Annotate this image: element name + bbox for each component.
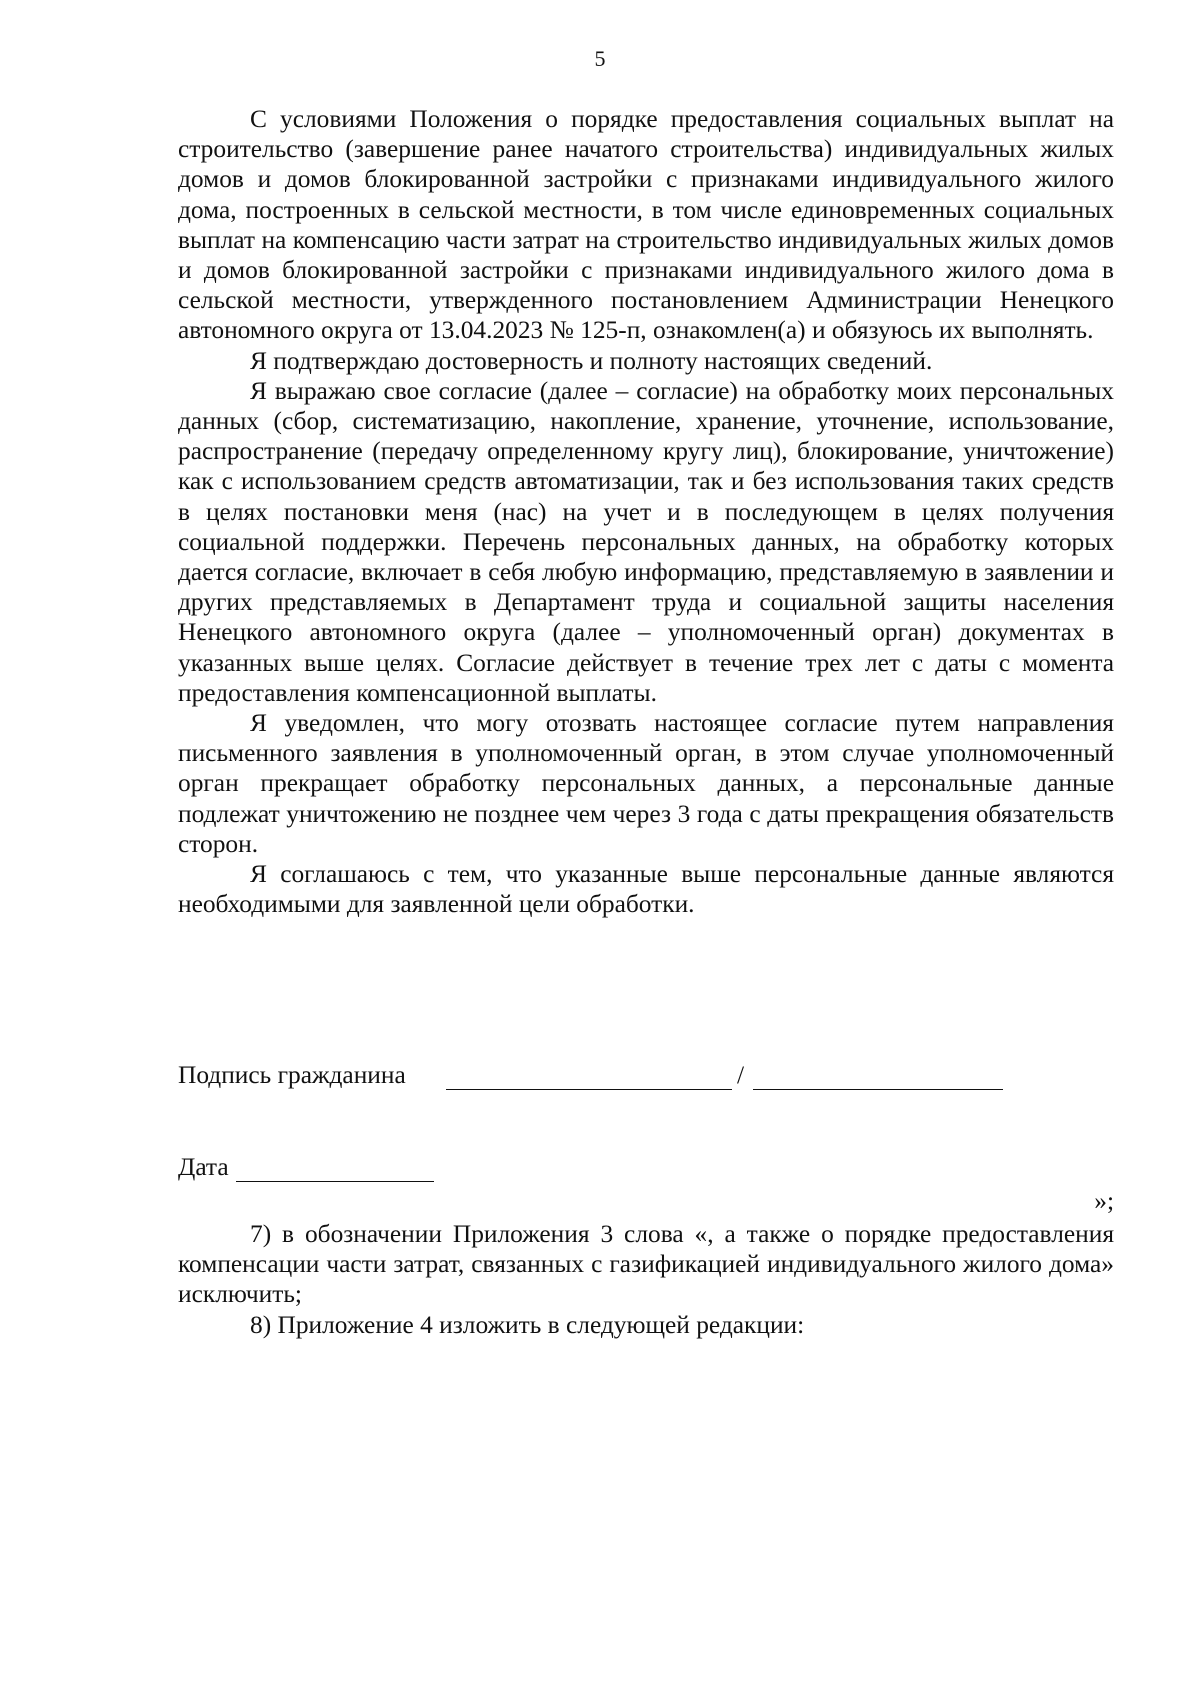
consent-text xyxy=(178,104,1114,919)
amendments-text xyxy=(178,1219,1114,1340)
closing-quote: »; xyxy=(1094,1187,1114,1215)
amendment-item-7: 7) в обозначении Приложения 3 слова «, а также о порядке предоставления компенсации части затрат, связанных с газификацией индивидуального жилого дома» исключить; xyxy=(178,1220,1114,1309)
name-blank xyxy=(753,1089,1003,1090)
paragraph-conditions: С условиями Положения о порядке предоставления социальных выплат на строительство (завершение ранее начатого строительства) индивидуальных жилых домов и домов блокированной застройки с признаками индивидуального жилого дома, построенных в сельской местности, в том числе единовременных социальных выплат на компенсацию части затрат на строительство индивидуальных жилых домов и домов блокированной застройки с признаками индивидуального жилого дома в сельской местности, утвержденного постановлением Администрации Ненецкого автономного округа от 13.04.2023 № 125-п, ознакомлен(а) и обязуюсь их выполнять. xyxy=(178,105,1114,345)
date-blank xyxy=(236,1181,434,1182)
signature-blank xyxy=(446,1089,732,1090)
signature-separator: / xyxy=(737,1061,745,1089)
paragraph-confirmation: Я подтверждаю достоверность и полноту настоящих сведений. xyxy=(250,346,933,375)
paragraph-withdrawal-notice: Я уведомлен, что могу отозвать настоящее согласие путем направления письменного заявления в уполномоченный орган, в этом случае уполномоченный орган прекращает обработку персональных данных, а персональные данные подлежат уничтожению не позднее чем через 3 года с даты прекращения обязательств сторон. xyxy=(178,709,1114,858)
page-number: 5 xyxy=(594,46,606,71)
signature-row xyxy=(178,1061,1114,1101)
date-label: Дата xyxy=(178,1153,229,1181)
signature-label: Подпись гражданина xyxy=(178,1061,406,1089)
paragraph-personal-data-consent: Я выражаю свое согласие (далее – согласие) на обработку моих персональных данных (сбор, систематизацию, накопление, хранение, уточнение, использование, распространение (передачу определенному кругу лиц), блокирование, уничтожение) как с использованием средств автоматизации, так и без использования таких средств в целях постановки меня (нас) на учет и в последующем в целях получения социальной поддержки. Перечень персональных данных, на обработку которых дается согласие, включает в себя любую информацию, представляемую в заявлении и других представляемых в Департамент труда и социальной защиты населения Ненецкого автономного округа (далее – уполномоченный орган) документах в указанных выше целях. Согласие действует в течение трех лет с даты с момента предоставления компенсационной выплаты. xyxy=(178,376,1114,707)
paragraph-agreement: Я соглашаюсь с тем, что указанные выше персональные данные являются необходимыми для заявленной цели обработки. xyxy=(178,860,1114,919)
amendment-item-8: 8) Приложение 4 изложить в следующей редакции: xyxy=(250,1310,805,1339)
date-row xyxy=(178,1153,578,1193)
